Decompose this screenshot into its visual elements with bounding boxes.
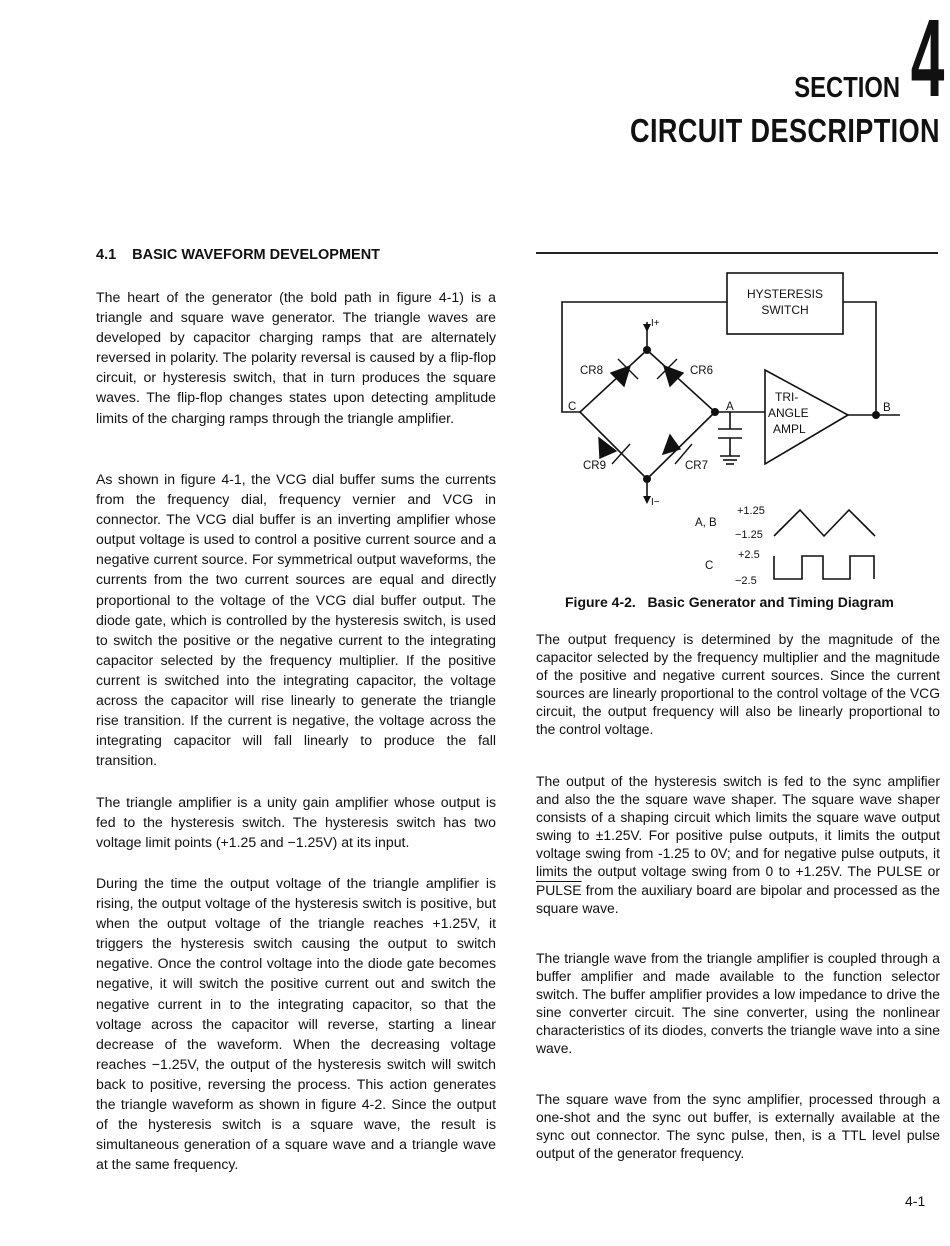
cr8-label: CR8 (580, 365, 604, 377)
wave-c-bottom: −2.5 (735, 575, 757, 587)
node-c-label: C (568, 401, 577, 413)
right-p2-text-b: from the auxiliary board are bipolar and processed as the square wave. (536, 881, 940, 916)
node-b-label: B (883, 402, 891, 414)
top-rule (536, 252, 938, 254)
cr6-label: CR6 (690, 365, 714, 377)
right-paragraph-3: The triangle wave from the triangle amplifier is coupled through a buffer amplifier and made available to the function selector switch. The buffer amplifier provides a low impedance to drive the sine converter circuit. The sine converter, using the nonlinear characteristics of its diodes, converts the triangle wave into a sine wave. (536, 950, 940, 1057)
feedback-wire (562, 302, 727, 412)
i-plus-label: I+ (651, 318, 660, 329)
diode-cr9 (599, 438, 616, 458)
section-label: SECTION (794, 72, 900, 104)
node-a-label: A (726, 401, 734, 413)
wave-c-label: C (705, 560, 714, 572)
amp-label-1: TRI- (775, 390, 799, 404)
subsection-heading (96, 247, 380, 263)
triangle-waveform (774, 510, 875, 536)
cr7-label: CR7 (685, 460, 709, 472)
i-minus-arrow (643, 496, 651, 504)
left-paragraph-1: The heart of the generator (the bold path in figure 4-1) is a triangle and square wave generator. The triangle waves are developed by capacitor charging ramps that are alternately reversed in polarity. The polarity reversal is caused by a flip-flop circuit, or hysteresis switch, that in turn produces the square waves. The flip-flop changes states upon detecting amplitude limits of the charging ramps through the triangle amplifier. (96, 289, 496, 426)
i-minus-label: I− (651, 497, 660, 508)
heading-number: 4.1 (96, 247, 117, 263)
section-title: CIRCUIT DESCRIPTION (630, 112, 940, 149)
wave-c-top: +2.5 (738, 549, 760, 561)
square-waveform (774, 556, 874, 579)
wave-ab-bottom: −1.25 (735, 529, 763, 541)
right-paragraph-4: The square wave from the sync amplifier, processed through a one-shot and the sync out buffer, is externally available at the sync out connector. The sync pulse, then, is a TTL level pulse output of the generator frequency. (536, 1091, 940, 1162)
hysteresis-label-1: HYSTERESIS (746, 287, 824, 301)
wave-ab-label: A, B (695, 517, 717, 529)
left-paragraph-3: The triangle amplifier is a unity gain amplifier whose output is fed to the hysteresis switch. The hysteresis switch has two voltage limit points (+1.25 and −1.25V) at its input. (96, 794, 496, 851)
output-wire (843, 302, 876, 415)
hysteresis-label-2: SWITCH (761, 303, 809, 317)
i-plus-arrow (643, 324, 651, 332)
right-paragraph-1: The output frequency is determined by the magnitude of the capacitor selected by the frequency multiplier and the magnitude of the positive and negative current sources. Since the current sources are linearly proportional to the control voltage of the VCG circuit, the output frequency will also be linearly proportional to the control voltage. (536, 631, 940, 738)
left-paragraph-2: As shown in figure 4-1, the VCG dial buffer sums the currents from the frequency dial, frequency vernier and VCG in connector. The VCG dial buffer is an inverting amplifier whose output voltage is used to control a positive current source and a negative current source. For symmetrical output waveforms, the currents from the two current sources are equal and directly proportional to the voltage of the VCG dial buffer output. The diode gate, which is controlled by the hysteresis switch, is used to switch the positive or the negative current to the integrating capacitor selected by the frequency multiplier. If the positive current is switched into the integrating capacitor, the voltage across the capacitor will rise linearly to generate the triangle rise transition. If the current is negative, the voltage across the integrating capacitor will fall linearly to produce the fall transition. (96, 471, 496, 769)
section-number: 4 (910, 0, 945, 120)
page-number: 4-1 (905, 1193, 926, 1209)
figure-caption: Figure 4-2. Basic Generator and Timing Diagram (565, 594, 894, 610)
cr9-label: CR9 (583, 460, 607, 472)
right-p2-text-a: The output of the hysteresis switch is fed to the sync amplifier and also the the square wave shaper. The square wave shaper consists of a shaping circuit which limits the square wave output swing to ±1.25V. For positive pulse outputs, it limits the output voltage swing from -1.25 to 0V; and for negative pulse outputs, it limits the output voltage swing from 0 to +1.25V. The PULSE or (536, 773, 940, 880)
heading-title: BASIC WAVEFORM DEVELOPMENT (132, 247, 381, 263)
left-paragraph-4: During the time the output voltage of the triangle amplifier is rising, the output voltage of the hysteresis switch is positive, but when the output voltage of the triangle reaches +1.25V, it triggers the hysteresis switch causing the output to switch negative. Once the control voltage into the diode gate becomes negative, it will switch the positive current out and switch the negative current in to the integrating capacitor, so that the voltage across the capacitor will reverse, starting a linear decrease of the waveform. When the decreasing voltage reaches −1.25V, the output of the hysteresis switch will switch back to positive, reversing the process. This action generates the triangle waveform as shown in figure 4-2. Since the output of the hysteresis switch is a square wave, the result is simultaneous generation of a square wave and a triangle wave at the same frequency. (96, 875, 496, 1173)
generator-timing-diagram (540, 262, 940, 592)
pulse-overline: PULSE (536, 881, 582, 898)
right-paragraph-2 (536, 772, 940, 917)
amp-label-2: ANGLE (768, 406, 809, 420)
wave-ab-top: +1.25 (737, 505, 765, 517)
diode-cr7 (663, 435, 680, 454)
amp-label-3: AMPL (773, 422, 806, 436)
